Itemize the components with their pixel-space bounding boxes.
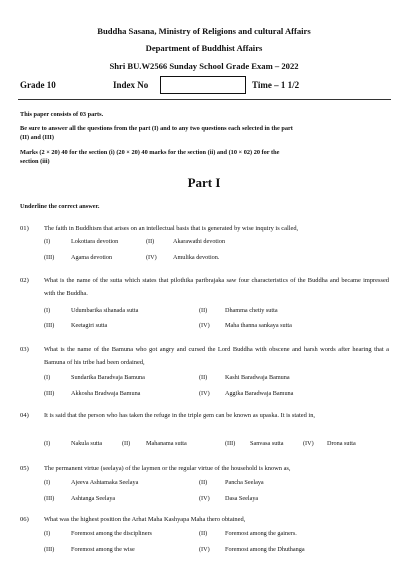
question-text: What is the name of the sutta which states that pilothika paribrajaka saw four characteristics of the Buddha and became impressed with the Buddha. [44,277,389,297]
question-number: 03) [20,346,29,353]
option-label: (I) [44,530,51,537]
instruction-answer: Be sure to answer all the questions from the part (I) and to any two questions each selected in the part [20,125,293,132]
option-text[interactable]: Amulika devotion. [173,254,220,261]
instruction-answer-cont: (II) and (III) [20,134,54,141]
option-text[interactable]: Dasa Seelaya [225,495,259,502]
option-text[interactable]: Akarawathi devotion [173,238,226,245]
option-label: (IV) [199,495,210,502]
exam-info-row [20,76,392,94]
option-label: (I) [44,440,51,447]
option-text[interactable]: Keetagiri sutta [71,322,108,329]
question-text: It is said that the person who has taken the refuge in the triple gem can be known as upaska. It is stated in, [44,412,315,419]
option-label: (II) [199,530,208,537]
option-label: (IV) [199,390,210,397]
part-instruction: Underline the correct answer. [20,203,100,210]
option-text[interactable]: Aggika Baradwaja Bamuna [225,390,294,397]
option-label: (IV) [199,322,210,329]
question-text: The permanent virtue (seelaya) of the laymen or the regular virtue of the household is known as, [44,465,291,472]
option-text[interactable]: Ashtanga Seelaya [71,495,116,502]
option-text[interactable]: Ajeeva Ashtamaka Seelaya [71,479,139,486]
option-text[interactable]: Drona sutta [327,440,356,447]
option-label: (III) [44,495,55,502]
question-number: 01) [20,225,29,232]
question-text: What was the highest position the Arhat Maha Kashyapa Maha thero obtained, [44,516,246,523]
option-text[interactable]: Mahanama sutta [146,440,187,447]
option-text[interactable]: Udumbarika sihanada sutta [71,307,139,314]
option-label: (II) [199,479,208,486]
question-number: 05) [20,465,29,472]
option-label: (II) [122,440,131,447]
option-label: (II) [146,238,155,245]
option-text[interactable]: Foremost among the gainers. [225,530,297,537]
option-text[interactable]: Dhamma chetiy sutta [225,307,278,314]
option-text[interactable]: Kashi Baradwaja Bamuna [225,374,290,381]
option-text[interactable]: Lokottara devotion [71,238,119,245]
ministry-title: Buddha Sasana, Ministry of Religions and cultural Affairs [97,26,311,36]
time-label: Time – 1 1/2 [252,80,300,90]
question-text: The faith in Buddhism that arises on an intellectual basis that is generated by wise inquiry is called, [44,225,299,232]
exam-title: Shri BU.W2566 Sunday School Grade Exam – 2022 [109,61,299,71]
part-title: Part I [187,175,221,190]
option-text[interactable]: Foremost among the wise [71,546,135,553]
index-label: Index No [113,80,149,90]
instruction-parts: This paper consists of 03 parts. [20,111,104,118]
question-number: 06) [20,516,29,523]
option-label: (II) [199,374,208,381]
option-text[interactable]: Agama devotion [71,254,113,261]
instruction-marks-cont: section (iii) [20,158,50,165]
option-text[interactable]: Foremost among the Dhuthanga [225,546,305,553]
option-label: (III) [44,254,55,261]
index-number-box[interactable] [160,76,246,94]
option-label: (I) [44,374,51,381]
option-label: (IV) [146,254,157,261]
department-title: Department of Buddhist Affairs [145,43,263,53]
option-label: (IV) [199,546,210,553]
option-text[interactable]: Foremost among the discipliners [71,530,152,537]
question-number: 02) [20,277,29,284]
option-label: (I) [44,307,51,314]
option-label: (I) [44,238,51,245]
option-text[interactable]: Akkosha Bradwaja Bamuna [71,390,141,397]
question-text: What is the name of the Bamuna who got angry and cursed the Lord Buddha with obscene and harsh words after hearing that a Bamuna of his tribe had been ordained, [44,346,389,366]
option-text[interactable]: Sanvasa sutta [250,440,284,447]
header-divider [18,99,391,100]
option-label: (III) [225,440,236,447]
question-number: 04) [20,412,29,419]
option-label: (IV) [303,440,314,447]
option-label: (III) [44,546,55,553]
option-label: (III) [44,390,55,397]
instruction-marks: Marks (2 × 20) 40 for the section (i) (20 × 20) 40 marks for the section (ii) and (10 × 02) 20 for the [20,149,280,156]
option-text[interactable]: Pancha Seelaya [225,479,264,486]
option-text[interactable]: Nakula sutta [71,440,103,447]
option-text[interactable]: Maha thanna sankaya sutta [225,322,292,329]
grade-label: Grade 10 [20,80,56,90]
option-label: (I) [44,479,51,486]
option-text[interactable]: Sundarika Baradvaja Bamuna [71,374,145,381]
option-label: (II) [199,307,208,314]
option-label: (III) [44,322,55,329]
